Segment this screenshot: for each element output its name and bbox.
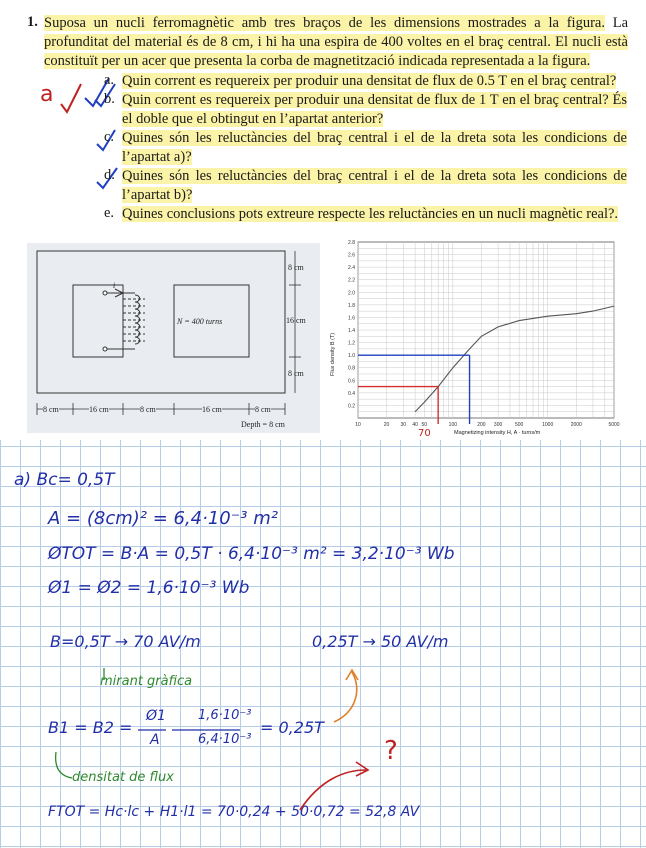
y-tick-label: 2.4 [348, 265, 355, 272]
item-d-text: Quines són les reluctàncies del braç central i el de la dreta sota les condicions de l’apartat b)? [122, 168, 627, 203]
note-line-7e: 6,4·10⁻³ [198, 732, 252, 747]
dim-bot: 8 cm [288, 369, 304, 378]
item-c-label: c. [104, 129, 115, 145]
item-e [122, 205, 627, 224]
margin-note: a [40, 82, 54, 107]
note-line-2: A = (8cm)² = 6,4·10⁻³ m² [48, 508, 278, 529]
note-line-5a: B=0,5T → 70 AV/m [50, 632, 201, 651]
y-tick-label: 0.8 [348, 365, 355, 372]
y-tick-label: 1.6 [348, 315, 355, 322]
y-tick-label: 1.2 [348, 340, 355, 347]
item-d-label: d. [104, 167, 115, 183]
statement-part-1: Suposa un nucli ferromagnètic amb tres braços de les dimensions mostrades a la figura. [44, 15, 605, 31]
y-tick-label: 0.6 [348, 378, 355, 385]
item-b-label: b. [104, 91, 115, 107]
chart-annotation: 70 [418, 428, 431, 439]
note-question-mark: ? [384, 736, 398, 766]
note-line-3: ØTOT = B·A = 0,5T · 6,4·10⁻³ m² = 3,2·10⁻³ Wb [48, 544, 455, 564]
note-line-7d: 1,6·10⁻³ [198, 708, 252, 723]
dim-bottom-3: 8 cm [140, 405, 156, 414]
depth-label: Depth = 8 cm [241, 420, 285, 429]
statement-part-3: profunditat del material és de 8 cm, i hi ha una espira de 400 voltes en el braç central. El nucli està constituït per un acer que presenta la corba de magnetització indicada representada a la figura. [44, 34, 628, 69]
core-outer [37, 251, 285, 393]
x-tick-label: 100 [448, 422, 458, 428]
core-drawing [27, 243, 320, 433]
note-line-4: Ø1 = Ø2 = 1,6·10⁻³ Wb [48, 578, 250, 598]
y-tick-label: 2.2 [348, 277, 355, 284]
core-figure [27, 243, 320, 433]
x-tick-label: 20 [383, 422, 390, 428]
y-tick-label: 2.0 [348, 290, 355, 297]
item-b-text: Quin corrent es requereix per produir una densitat de flux de 1 T en el braç central? És el doble que el obtingut en l’apartat anterior? [122, 92, 627, 127]
coil [103, 289, 145, 351]
magnetization-chart [332, 236, 622, 440]
current-label: i [113, 281, 116, 290]
item-a-text: Quin corrent es requereix per produir una densitat de flux de 0.5 T en el braç central? [122, 73, 617, 89]
item-c [122, 129, 627, 167]
y-tick-label: 1.0 [348, 353, 355, 360]
item-e-label: e. [104, 205, 115, 221]
y-tick-label: 0.2 [348, 403, 355, 410]
y-tick-label: 0.4 [348, 390, 355, 397]
note-line-7b: Ø1 [146, 708, 166, 724]
item-c-text: Quines són les reluctàncies del braç central i el de la dreta sota les condicions de l’apartat a)? [122, 130, 627, 165]
item-a-label: a. [104, 72, 115, 88]
item-a [122, 72, 627, 91]
x-tick-label: 2000 [570, 422, 582, 428]
y-tick-label: 2.8 [348, 240, 355, 246]
x-tick-label: 1000 [542, 422, 554, 428]
note-line-1: a) Bc= 0,5T [14, 470, 115, 490]
dim-top: 8 cm [288, 263, 304, 272]
dim-bottom-1: 8 cm [43, 405, 59, 414]
x-tick-label: 40 [412, 422, 418, 428]
note-graph-hint: mirant gràfica [100, 674, 193, 689]
orange-arrow-icon [334, 672, 357, 722]
note-line-7c: A [150, 732, 160, 748]
problem-statement [44, 14, 628, 71]
chart-xlabel: Magnetizing intensity H, A · turns/m [454, 430, 541, 436]
problem-number: 1. [27, 14, 38, 30]
chart-ylabel: Flux density B (T) [330, 332, 336, 376]
item-d [122, 167, 627, 205]
core-window-left [73, 285, 123, 357]
dim-mid: 16 cm [286, 316, 306, 325]
x-tick-label: 200 [477, 422, 486, 428]
x-tick-label: 30 [400, 422, 407, 428]
note-flux-density: densitat de flux [72, 770, 174, 785]
chart-svg [332, 236, 622, 440]
item-b [122, 91, 627, 129]
dim-bottom-5: 8 cm [255, 405, 271, 414]
statement-part-2: La [604, 15, 629, 31]
note-line-7f: = 0,25T [260, 718, 324, 737]
x-tick-label: 500 [514, 422, 524, 428]
note-line-5b: 0,25T → 50 AV/m [312, 632, 449, 651]
dim-bottom-2: 16 cm [89, 405, 109, 414]
y-tick-label: 2.6 [348, 252, 355, 259]
x-tick-label: 5000 [608, 422, 620, 428]
flux-hint-arrow-icon [56, 752, 72, 778]
x-tick-label: 50 [421, 422, 428, 428]
note-line-7a: B1 = B2 = [48, 718, 133, 737]
y-tick-label: 1.4 [348, 328, 355, 334]
x-tick-label: 10 [355, 422, 361, 428]
turns-label: N = 400 turns [177, 317, 223, 326]
handwritten-notes [0, 440, 646, 848]
note-line-9: FTOT = Hc·lc + H1·l1 = 70·0,24 + 50·0,72 = 52,8 AV [48, 804, 420, 820]
dim-bottom-4: 16 cm [202, 405, 222, 414]
item-e-text: Quines conclusions pots extreure respecte les reluctàncies en un nucli magnètic real?. [122, 206, 619, 222]
x-tick-label: 300 [493, 422, 503, 428]
y-tick-label: 1.8 [348, 302, 355, 309]
red-check-icon [61, 84, 81, 112]
